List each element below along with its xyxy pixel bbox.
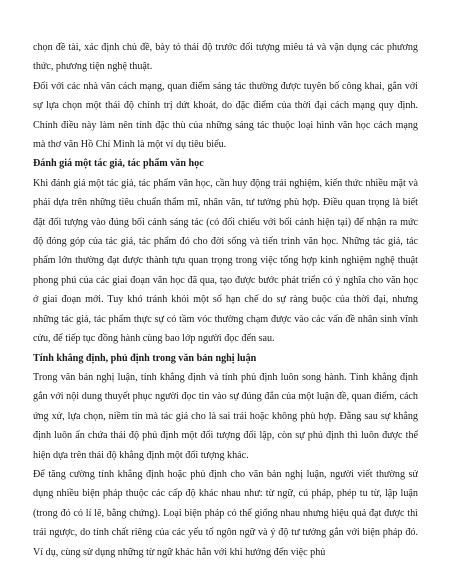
paragraph-rhetorical-devices: Để tăng cường tính khẳng định hoặc phủ định cho văn bản nghị luận, người viết thường sử dụng nhiều biện pháp thuộc các cấp độ khác nhau như: từ ngữ, cú pháp, phép tu từ, lập luận (trong đó có lí lẽ, bằng chứng). Loại biện pháp có thể giống nhau nhưng hiệu quả đạt được thì trái ngược, do tính chất riêng của các yếu tố ngôn ngữ và ý độ tư tưởng gắn với biện pháp đó. Ví dụ, cùng sử dụng những từ ngữ khác hẳn với khi hướng đến việc phủ	[33, 468, 418, 558]
heading-evaluating-author-work: Đánh giá một tác giả, tác phẩm văn học	[33, 158, 204, 170]
heading-affirmation-negation: Tính khẳng định, phủ định trong văn bản nghị luận	[33, 352, 257, 364]
document-page	[33, 0, 418, 582]
paragraph-affirmation-negation: Trong văn bản nghị luận, tính khẳng định và tính phủ định luôn song hành. Tính khẳng định gắn với nội dung thuyết phục người đọc tin vào sự đúng đắn của một luận đề, quan điểm, cách ứng xử, lựa chọn, niềm tin mà tác giả cho là sai trái hoặc không phù hợp. Đằng sau sự khẳng định luôn ẩn chứa thái độ phủ định một đối tượng đối lập, còn sự phủ định thì luôn được thể hiện dựa trên thái độ khẳng định một đối tượng khác.	[33, 371, 418, 461]
paragraph-revolutionary-writers: Đối với các nhà văn cách mạng, quan điểm sáng tác thường được tuyên bố công khai, gắn với sự lựa chọn một thái độ chính trị dứt khoát, do đặc điểm của thời đại cách mạng quy định. Chính điều này làm nên tính đặc thù của những sáng tác thuộc loại hình văn học cách mạng mà thơ văn Hồ Chí Minh là một ví dụ tiêu biểu.	[33, 80, 418, 151]
paragraph-intro-continuation: chọn đề tài, xác định chủ đề, bày tỏ thái độ trước đối tượng miêu tả và vận dụng các phương thức, phương tiện nghệ thuật.	[33, 42, 418, 73]
paragraph-evaluating-author-work: Khi đánh giá một tác giả, tác phẩm văn học, cần huy động trải nghiệm, kiến thức nhiều mặt và phải dựa trên những tiêu chuẩn thẩm mĩ, nhân văn, tư tưởng phù hợp. Điều quan trọng là biết đặt đối tượng vào đúng bối cảnh sáng tác (có đối chiếu với bối cảnh hiện tại) để nhận ra mức độ đóng góp của tác giả, tác phẩm đó cho đời sống và tiến trình văn học. Những tác giả, tác phẩm lớn thường đạt được thành tựu quan trọng trong việc tổng hợp kinh nghiệm nghệ thuật phong phú của các giai đoạn văn học đã qua, tạo được bước phát triển có ý nghĩa cho văn học ở giai đoạn mới. Tuy khó tránh khỏi một số hạn chế do sự ràng buộc của thời đại, nhưng những tác giả, tác phẩm thực sự có tầm vóc thường chạm được vào các vấn đề nhân sinh vĩnh cửu, để tiếp tục đồng hành cùng bao lớp người đọc đến sau.	[33, 177, 418, 345]
